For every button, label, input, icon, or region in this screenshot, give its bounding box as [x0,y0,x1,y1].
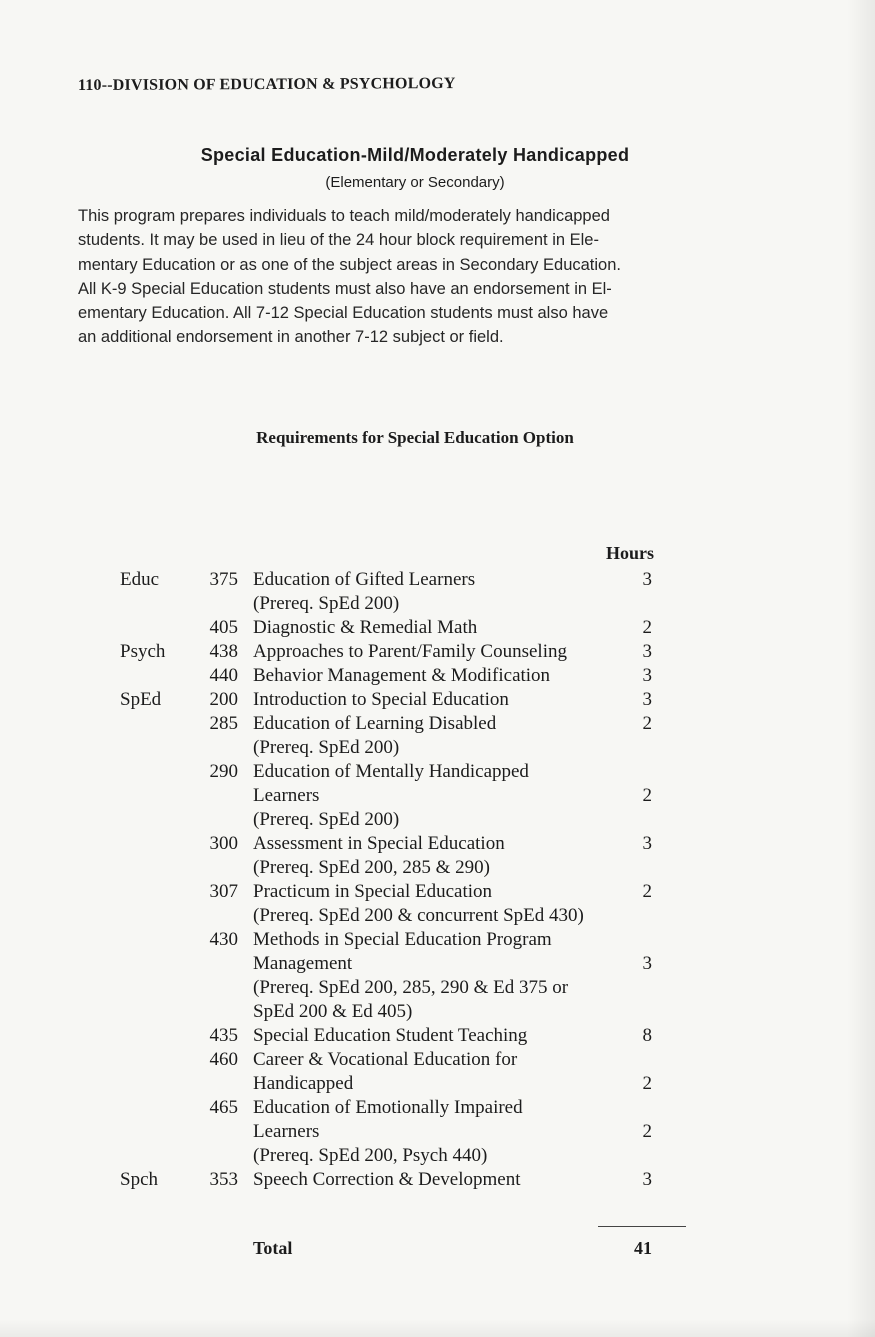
course-number: 405 [209,617,238,638]
course-number: 460 [209,1049,238,1070]
course-number: 430 [209,929,238,950]
course-row [0,976,875,1000]
course-row [0,1120,875,1144]
course-title: Learners [253,1121,320,1142]
course-title: (Prereq. SpEd 200) [253,809,400,830]
course-list [0,568,875,1192]
course-number: 285 [209,713,238,734]
program-subtitle: (Elementary or Secondary) [325,174,505,191]
course-title: Handicapped [253,1073,354,1094]
course-hours: 3 [642,569,652,590]
course-title: Assessment in Special Education [253,833,505,854]
program-title: Special Education-Mild/Moderately Handicapped [200,145,630,165]
course-dept: Educ [120,569,160,590]
course-hours: 2 [642,785,652,806]
course-title: Education of Emotionally Impaired [253,1097,523,1118]
course-number: 307 [209,881,238,902]
course-row [0,928,875,952]
course-row [0,856,875,880]
course-hours: 3 [642,1169,652,1190]
course-row [0,1048,875,1072]
course-row [0,760,875,784]
hours-column-header: Hours [606,543,655,563]
description-line: mentary Education or as one of the subject areas in Secondary Education. [78,255,621,274]
course-row [0,904,875,928]
description-line: ementary Education. All 7-12 Special Education students must also have [78,304,609,323]
course-title: SpEd 200 & Ed 405) [253,1001,413,1022]
course-row [0,616,875,640]
course-title: (Prereq. SpEd 200, 285, 290 & Ed 375 or [253,977,569,998]
course-title: Approaches to Parent/Family Counseling [253,641,567,662]
course-hours: 2 [642,1121,652,1142]
course-row [0,784,875,808]
course-title: Education of Learning Disabled [253,713,497,734]
course-title: Speech Correction & Development [253,1169,521,1190]
total-hours: 41 [634,1238,652,1258]
course-hours: 2 [642,1073,652,1094]
course-title: Diagnostic & Remedial Math [253,617,478,638]
page-bottom-shadow [0,1319,875,1337]
course-title: Management [253,953,353,974]
description-line: This program prepares individuals to teach mild/moderately handicapped [78,207,610,225]
course-title: (Prereq. SpEd 200, 285 & 290) [253,857,490,878]
course-title: (Prereq. SpEd 200, Psych 440) [253,1145,488,1166]
course-number: 375 [209,569,238,590]
course-row [0,1144,875,1168]
course-hours: 2 [642,881,652,902]
course-row [0,1072,875,1096]
course-hours: 3 [642,833,652,854]
course-title: Methods in Special Education Program [253,929,552,950]
course-row [0,808,875,832]
course-title: Special Education Student Teaching [253,1025,528,1046]
course-row [0,592,875,616]
course-number: 300 [209,833,238,854]
course-row [0,880,875,904]
course-row [0,640,875,664]
description-line: students. It may be used in lieu of the 24 hour block requirement in Ele- [78,231,599,250]
course-hours: 8 [642,1025,652,1046]
course-row [0,712,875,736]
course-row [0,1096,875,1120]
course-dept: Psych [120,641,166,662]
course-row [0,664,875,688]
requirements-heading: Requirements for Special Education Option [256,428,574,447]
course-title: (Prereq. SpEd 200) [253,737,400,758]
course-title: (Prereq. SpEd 200) [253,593,400,614]
course-number: 353 [209,1169,238,1190]
course-row [0,688,875,712]
course-dept: Spch [120,1169,158,1190]
course-title: Practicum in Special Education [253,881,493,902]
total-divider [598,1226,686,1227]
course-row [0,736,875,760]
course-title: Education of Gifted Learners [253,569,476,590]
course-title: (Prereq. SpEd 200 & concurrent SpEd 430) [253,905,584,926]
course-title: Behavior Management & Modification [253,665,551,686]
course-number: 200 [209,689,238,710]
total-label: Total [253,1238,293,1258]
course-row [0,1024,875,1048]
course-hours: 3 [642,953,652,974]
description-line: an additional endorsement in another 7-12 subject or field. [78,328,504,347]
course-row [0,952,875,976]
course-dept: SpEd [120,689,162,710]
course-title: Introduction to Special Education [253,689,509,710]
course-hours: 2 [642,713,652,734]
course-row [0,1168,875,1192]
course-number: 440 [209,665,238,686]
course-title: Education of Mentally Handicapped [253,761,529,782]
course-title: Career & Vocational Education for [253,1049,518,1070]
course-title: Learners [253,785,320,806]
description-line: All K-9 Special Education students must also have an endorsement in El- [78,279,612,298]
course-number: 438 [209,641,238,662]
course-hours: 3 [642,665,652,686]
course-row [0,832,875,856]
course-number: 435 [209,1025,238,1046]
course-number: 290 [209,761,238,782]
course-hours: 3 [642,641,652,662]
program-description [78,204,758,350]
course-row [0,1000,875,1024]
course-row [0,568,875,592]
course-number: 465 [209,1097,238,1118]
running-head: 110--DIVISION OF EDUCATION & PSYCHOLOGY [77,75,456,94]
course-hours: 2 [642,617,652,638]
course-hours: 3 [642,689,652,710]
